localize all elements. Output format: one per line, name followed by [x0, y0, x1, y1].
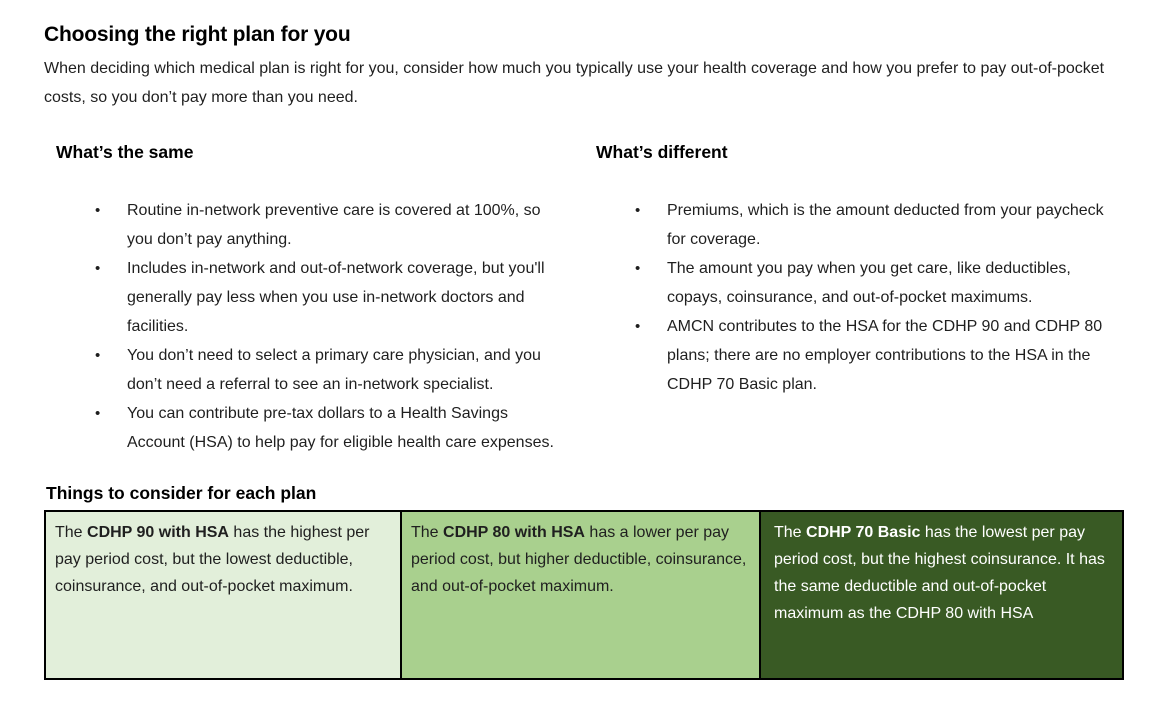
plan-card-prefix: The — [411, 524, 444, 541]
plan-cards-table — [44, 510, 1124, 680]
list-item — [584, 254, 1131, 312]
list-item — [584, 312, 1131, 399]
list-item-text: You don’t need to select a primary care physician, and you don’t need a referral to see an in-network specialist. — [127, 347, 541, 393]
bullet-list-different — [584, 196, 1131, 399]
list-item-text: Premiums, which is the amount deducted from your paycheck for coverage. — [667, 202, 1104, 248]
plan-card-cdhp70 — [761, 512, 1122, 678]
list-item-text: Includes in-network and out-of-network coverage, but you'll generally pay less when you use in-network doctors and facilities. — [127, 260, 545, 335]
list-item-text: The amount you pay when you get care, like deductibles, copays, coinsurance, and out-of-pocket maximums. — [667, 260, 1071, 306]
plan-card-text: has the lowest per pay period cost, but the highest coinsurance. It has the same deductible and out-of-pocket maximum as the CDHP 80 with HSA — [774, 524, 1105, 622]
section-heading-same: What’s the same — [56, 142, 194, 162]
bullet-icon: • — [635, 260, 641, 277]
plan-card-text: has the highest per pay period cost, but the lowest deductible, coinsurance, and out-of-pocket maximum. — [55, 524, 370, 595]
whats-the-same-section — [44, 140, 584, 457]
list-item-text: AMCN contributes to the HSA for the CDHP 90 and CDHP 80 plans; there are no employer contributions to the HSA in the CDHP 70 Basic plan. — [667, 318, 1103, 393]
section-heading-different: What’s different — [596, 142, 728, 162]
plan-card-cdhp90 — [46, 512, 402, 678]
list-item-text: Routine in-network preventive care is covered at 100%, so you don’t pay anything. — [127, 202, 541, 248]
list-item — [44, 399, 584, 457]
bullet-icon: • — [95, 347, 101, 364]
bullet-icon: • — [95, 202, 101, 219]
plan-name: CDHP 80 with HSA — [443, 524, 585, 541]
plan-card-prefix: The — [774, 524, 807, 541]
page-title: Choosing the right plan for you — [44, 23, 351, 46]
bullet-icon: • — [635, 318, 641, 335]
bullet-list-same — [44, 196, 584, 457]
list-item — [44, 196, 584, 254]
list-item — [44, 341, 584, 399]
plan-name: CDHP 70 Basic — [806, 524, 921, 541]
section-heading-consider: Things to consider for each plan — [46, 483, 317, 503]
plan-card-cdhp80 — [402, 512, 761, 678]
list-item — [584, 196, 1131, 254]
list-item-text: You can contribute pre-tax dollars to a Health Savings Account (HSA) to help pay for eligible health care expenses. — [127, 405, 554, 451]
comparison-columns — [44, 140, 1131, 457]
bullet-icon: • — [95, 405, 101, 422]
plan-name: CDHP 90 with HSA — [87, 524, 229, 541]
whats-different-section — [584, 140, 1131, 457]
plan-card-prefix: The — [55, 524, 88, 541]
plan-card-text: has a lower per pay period cost, but higher deductible, coinsurance, and out-of-pocket maximum. — [411, 524, 747, 595]
bullet-icon: • — [95, 260, 101, 277]
list-item — [44, 254, 584, 341]
bullet-icon: • — [635, 202, 641, 219]
intro-paragraph: When deciding which medical plan is right for you, consider how much you typically use your health coverage and how you prefer to pay out-of-pocket costs, so you don’t pay more than you need. — [44, 60, 1105, 106]
